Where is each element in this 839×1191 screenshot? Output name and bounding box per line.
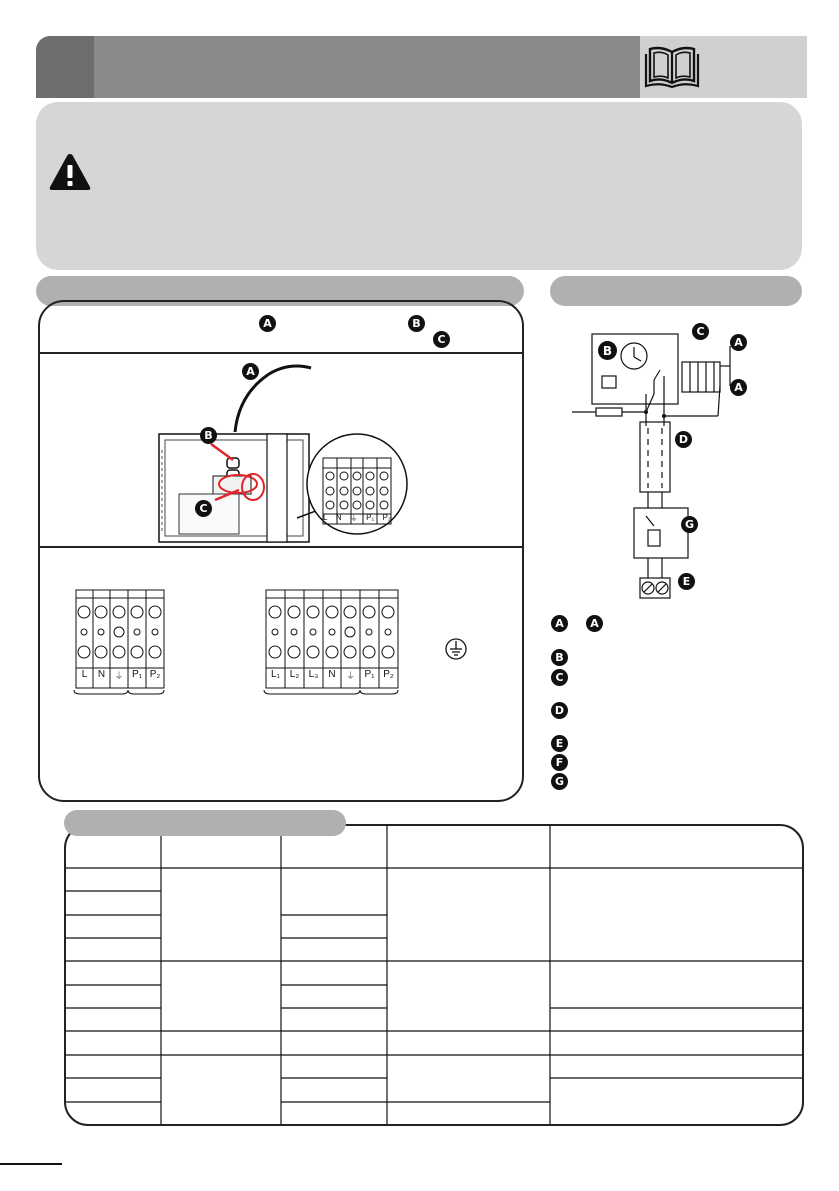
terminal-labels-small (76, 669, 164, 682)
diagram-callout-a-top: A (730, 334, 747, 351)
callout-c-intro: C (433, 331, 450, 348)
diagram-callout-g: G (681, 516, 698, 533)
diagram-callout-c: C (692, 323, 709, 340)
zoom-terminal-label: N (335, 513, 342, 522)
callout-b-illustration: B (200, 427, 217, 444)
panel-divider-middle (39, 546, 523, 548)
diagram-callout-a-bottom: A (730, 379, 747, 396)
legend-badge: E (551, 735, 568, 752)
legend-badge: F (551, 754, 568, 771)
ground-icon (444, 637, 468, 661)
terminal-label: P₁ (364, 669, 375, 680)
terminal-label: L₂ (289, 669, 300, 680)
terminal-label: ⏚ (345, 671, 355, 681)
diagram-callout-b: B (598, 341, 617, 360)
table-grid (66, 826, 804, 1126)
zoom-terminal-label: P₁ (366, 513, 375, 522)
specifications-table (64, 824, 804, 1126)
callout-a-intro: A (259, 315, 276, 332)
terminal-label: ⏚ (114, 671, 124, 681)
page-footer-rule (0, 1163, 62, 1165)
zoom-terminal-labels (323, 513, 391, 524)
callout-a-cable: A (242, 363, 259, 380)
diagram-callout-e: E (678, 573, 695, 590)
terminal-label: L (81, 669, 88, 680)
warning-triangle-icon (48, 152, 92, 192)
zoom-terminal-label: P₂ (382, 513, 391, 522)
terminal-label: P₂ (149, 669, 161, 680)
terminal-label: P₁ (131, 669, 143, 680)
wiring-schematic (560, 316, 760, 606)
terminal-label: N (97, 669, 106, 680)
legend-badge: A (586, 615, 603, 632)
terminal-label: P₂ (383, 669, 394, 680)
header-accent-block (36, 36, 94, 98)
book-icon (644, 45, 700, 89)
legend-badge: D (551, 702, 568, 719)
diagram-callout-d: D (675, 431, 692, 448)
zoom-terminal-label: ⏚ (349, 514, 358, 523)
legend-row-a (551, 615, 603, 632)
terminal-labels-large (266, 669, 398, 682)
callout-b-intro: B (408, 315, 425, 332)
terminal-label: L₁ (271, 669, 280, 680)
legend-badge: B (551, 649, 568, 666)
terminal-label: N (328, 669, 336, 680)
table-section-heading (64, 810, 346, 836)
callout-c-illustration: C (195, 500, 212, 517)
legend-badge: A (551, 615, 568, 632)
legend-badge: C (551, 669, 568, 686)
header-icon-area (640, 36, 807, 98)
warning-box (36, 102, 802, 270)
zoom-terminal-label: L (323, 513, 328, 522)
appliance-wiring-illustration (39, 354, 523, 546)
terminal-label: L₃ (308, 669, 319, 680)
header-title-bar (94, 36, 640, 98)
diagram-section-heading (550, 276, 802, 306)
legend-badge: G (551, 773, 568, 790)
